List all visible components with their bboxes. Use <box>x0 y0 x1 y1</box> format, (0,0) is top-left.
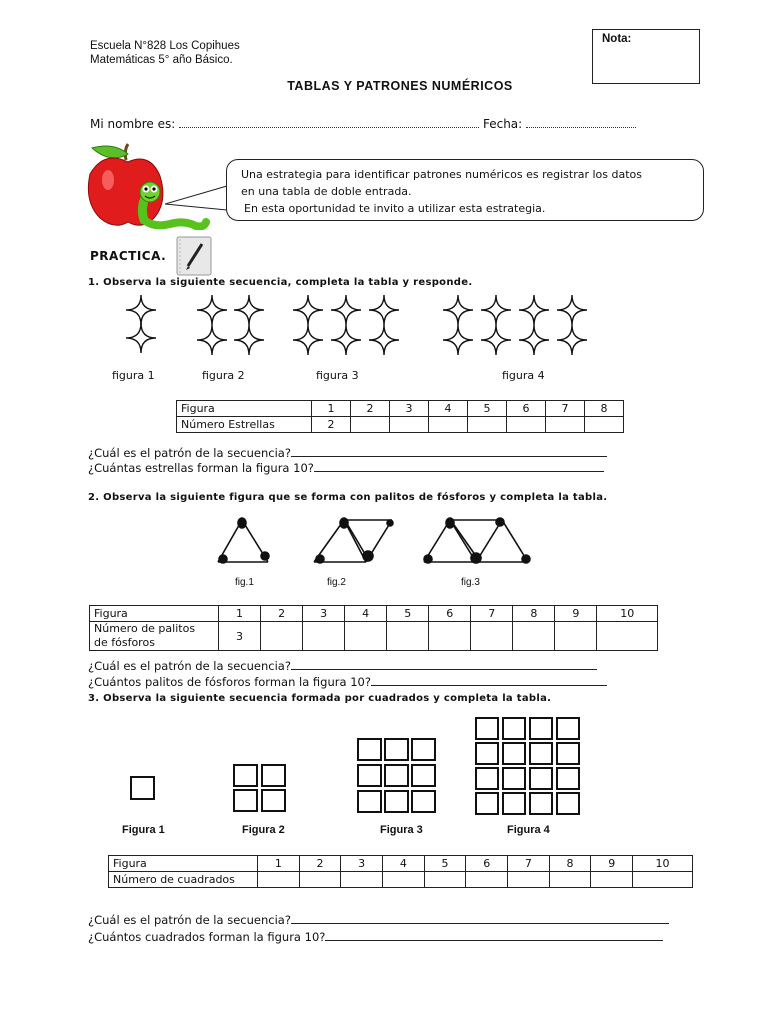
ex3-answer-1[interactable] <box>291 913 669 924</box>
ex1-caption-4: figura 4 <box>502 369 545 382</box>
ex2-caption-1: fig.1 <box>235 577 254 588</box>
ex1-col-3: 3 <box>390 401 429 417</box>
ex3-caption-4: Figura 4 <box>507 824 550 836</box>
ex2-col-10: 10 <box>597 606 658 622</box>
ex1-header-row <box>177 401 624 417</box>
speech-bubble <box>226 159 704 221</box>
ex3-value-row <box>109 872 693 888</box>
ex1-col-4: 4 <box>429 401 468 417</box>
square-sequence-figures <box>120 712 590 822</box>
bubble-tail <box>165 176 229 222</box>
ex3-question-2-text: ¿Cuántos cuadrados forman la figura 10? <box>88 930 326 944</box>
ex3-cell-8[interactable] <box>549 872 591 888</box>
ex3-answer-2[interactable] <box>325 930 663 941</box>
ex3-caption-3: Figura 3 <box>380 824 423 836</box>
ex2-header-row <box>90 606 658 622</box>
subject-line: Matemáticas 5° año Básico. <box>90 54 233 66</box>
ex2-row2-label-b: de fósforos <box>94 636 155 649</box>
ex3-col-5: 5 <box>424 856 466 872</box>
ex2-col-5: 5 <box>387 606 429 622</box>
ex2-caption-2: fig.2 <box>327 577 346 588</box>
ex1-question-1 <box>88 446 607 460</box>
ex1-question-2-text: ¿Cuántas estrellas forman la figura 10? <box>88 461 314 475</box>
ex3-header-row <box>109 856 693 872</box>
ex2-cell-7[interactable] <box>471 622 513 651</box>
ex2-question-2 <box>88 675 607 689</box>
ex1-col-5: 5 <box>468 401 507 417</box>
ex2-row2-label <box>90 622 219 651</box>
ex3-caption-2: Figura 2 <box>242 824 285 836</box>
ex1-caption-3: figura 3 <box>316 369 359 382</box>
ex1-cell-5[interactable] <box>468 417 507 433</box>
ex3-caption-1: Figura 1 <box>122 824 165 836</box>
bubble-line-3: En esta oportunidad te invito a utilizar esta estrategia. <box>244 202 546 215</box>
ex1-answer-2[interactable] <box>314 461 604 472</box>
ex3-col-1: 1 <box>258 856 300 872</box>
ex2-row2-label-a: Número de palitos <box>94 622 196 635</box>
ex2-cell-10[interactable] <box>597 622 658 651</box>
ex2-value-row <box>90 622 658 651</box>
school-name: Escuela N°828 Los Copihues <box>90 40 240 52</box>
ex2-col-8: 8 <box>513 606 555 622</box>
ex1-cell-6[interactable] <box>507 417 546 433</box>
ex2-cell-9[interactable] <box>555 622 597 651</box>
ex1-question-1-text: ¿Cuál es el patrón de la secuencia? <box>88 446 291 460</box>
ex2-answer-1[interactable] <box>291 659 597 670</box>
date-label: Fecha: <box>482 117 523 131</box>
ex2-question-2-text: ¿Cuántos palitos de fósforos forman la figura 10? <box>88 675 371 689</box>
name-field[interactable] <box>179 116 479 128</box>
page-title: TABLAS Y PATRONES NUMÉRICOS <box>287 79 513 93</box>
ex2-cell-8[interactable] <box>513 622 555 651</box>
ex1-caption-1: figura 1 <box>112 369 155 382</box>
name-label: Mi nombre es: <box>90 117 176 131</box>
ex1-cell-2[interactable] <box>351 417 390 433</box>
ex2-cell-4[interactable] <box>345 622 387 651</box>
ex2-col-4: 4 <box>345 606 387 622</box>
ex1-col-1: 1 <box>312 401 351 417</box>
ex2-cell-2[interactable] <box>261 622 303 651</box>
ex2-col-2: 2 <box>261 606 303 622</box>
bubble-line-1: Una estrategia para identificar patrones numéricos es registrar los datos <box>241 168 643 181</box>
ex3-col-9: 9 <box>591 856 633 872</box>
match-triangle-figures <box>210 512 550 572</box>
ex3-col-3: 3 <box>341 856 383 872</box>
ex3-row1-label: Figura <box>109 856 258 872</box>
ex3-cell-10[interactable] <box>633 872 693 888</box>
ex1-caption-2: figura 2 <box>202 369 245 382</box>
ex3-cell-9[interactable] <box>591 872 633 888</box>
practice-heading: PRACTICA. <box>90 249 167 263</box>
ex1-col-6: 6 <box>507 401 546 417</box>
ex2-col-9: 9 <box>555 606 597 622</box>
ex2-cell-1[interactable]: 3 <box>219 622 261 651</box>
ex1-answer-1[interactable] <box>291 446 607 457</box>
ex1-table <box>176 400 624 433</box>
ex1-cell-8[interactable] <box>585 417 624 433</box>
ex3-question-1 <box>88 913 669 927</box>
bubble-line-2: en una tabla de doble entrada. <box>241 185 412 198</box>
ex1-col-7: 7 <box>546 401 585 417</box>
ex2-cell-5[interactable] <box>387 622 429 651</box>
ex1-cell-3[interactable] <box>390 417 429 433</box>
ex3-question-1-text: ¿Cuál es el patrón de la secuencia? <box>88 913 291 927</box>
ex2-question-1 <box>88 659 597 673</box>
ex2-col-1: 1 <box>219 606 261 622</box>
ex3-cell-1[interactable] <box>258 872 300 888</box>
ex1-question-2 <box>88 461 604 475</box>
ex2-cell-6[interactable] <box>429 622 471 651</box>
grade-label: Nota: <box>602 33 632 45</box>
ex3-row2-label: Número de cuadrados <box>109 872 258 888</box>
ex3-question-2 <box>88 930 663 944</box>
ex1-cell-4[interactable] <box>429 417 468 433</box>
ex3-table <box>108 855 693 888</box>
ex3-col-4: 4 <box>383 856 425 872</box>
ex3-col-10: 10 <box>633 856 693 872</box>
ex1-row1-label: Figura <box>177 401 312 417</box>
ex2-col-3: 3 <box>303 606 345 622</box>
ex1-value-row <box>177 417 624 433</box>
ex2-question-1-text: ¿Cuál es el patrón de la secuencia? <box>88 659 291 673</box>
ex3-col-6: 6 <box>466 856 508 872</box>
ex3-col-2: 2 <box>299 856 341 872</box>
exercise-2-instruction: 2. Observa la siguiente figura que se forma con palitos de fósforos y completa la tabla. <box>88 492 608 503</box>
ex3-col-8: 8 <box>549 856 591 872</box>
ex3-cell-5[interactable] <box>424 872 466 888</box>
ex3-cell-7[interactable] <box>508 872 550 888</box>
ex3-cell-3[interactable] <box>341 872 383 888</box>
exercise-3-instruction: 3. Observa la siguiente secuencia formada por cuadrados y completa la tabla. <box>88 693 552 704</box>
exercise-1-instruction: 1. Observa la siguiente secuencia, completa la tabla y responde. <box>88 277 473 288</box>
ex3-col-7: 7 <box>508 856 550 872</box>
ex3-cell-4[interactable] <box>383 872 425 888</box>
ex2-caption-3: fig.3 <box>461 577 480 588</box>
ex1-row2-label: Número Estrellas <box>177 417 312 433</box>
ex2-row1-label: Figura <box>90 606 219 622</box>
pencil-notebook-icon <box>176 236 212 276</box>
date-field[interactable] <box>526 116 636 128</box>
ex3-cell-6[interactable] <box>466 872 508 888</box>
ex2-cell-3[interactable] <box>303 622 345 651</box>
ex2-answer-2[interactable] <box>371 675 607 686</box>
ex2-col-7: 7 <box>471 606 513 622</box>
ex1-col-2: 2 <box>351 401 390 417</box>
ex1-col-8: 8 <box>585 401 624 417</box>
ex1-cell-7[interactable] <box>546 417 585 433</box>
star-sequence-figures <box>100 290 610 360</box>
ex3-cell-2[interactable] <box>299 872 341 888</box>
ex1-cell-1[interactable]: 2 <box>312 417 351 433</box>
ex2-table <box>89 605 658 651</box>
ex2-col-6: 6 <box>429 606 471 622</box>
name-date-line <box>90 116 636 131</box>
